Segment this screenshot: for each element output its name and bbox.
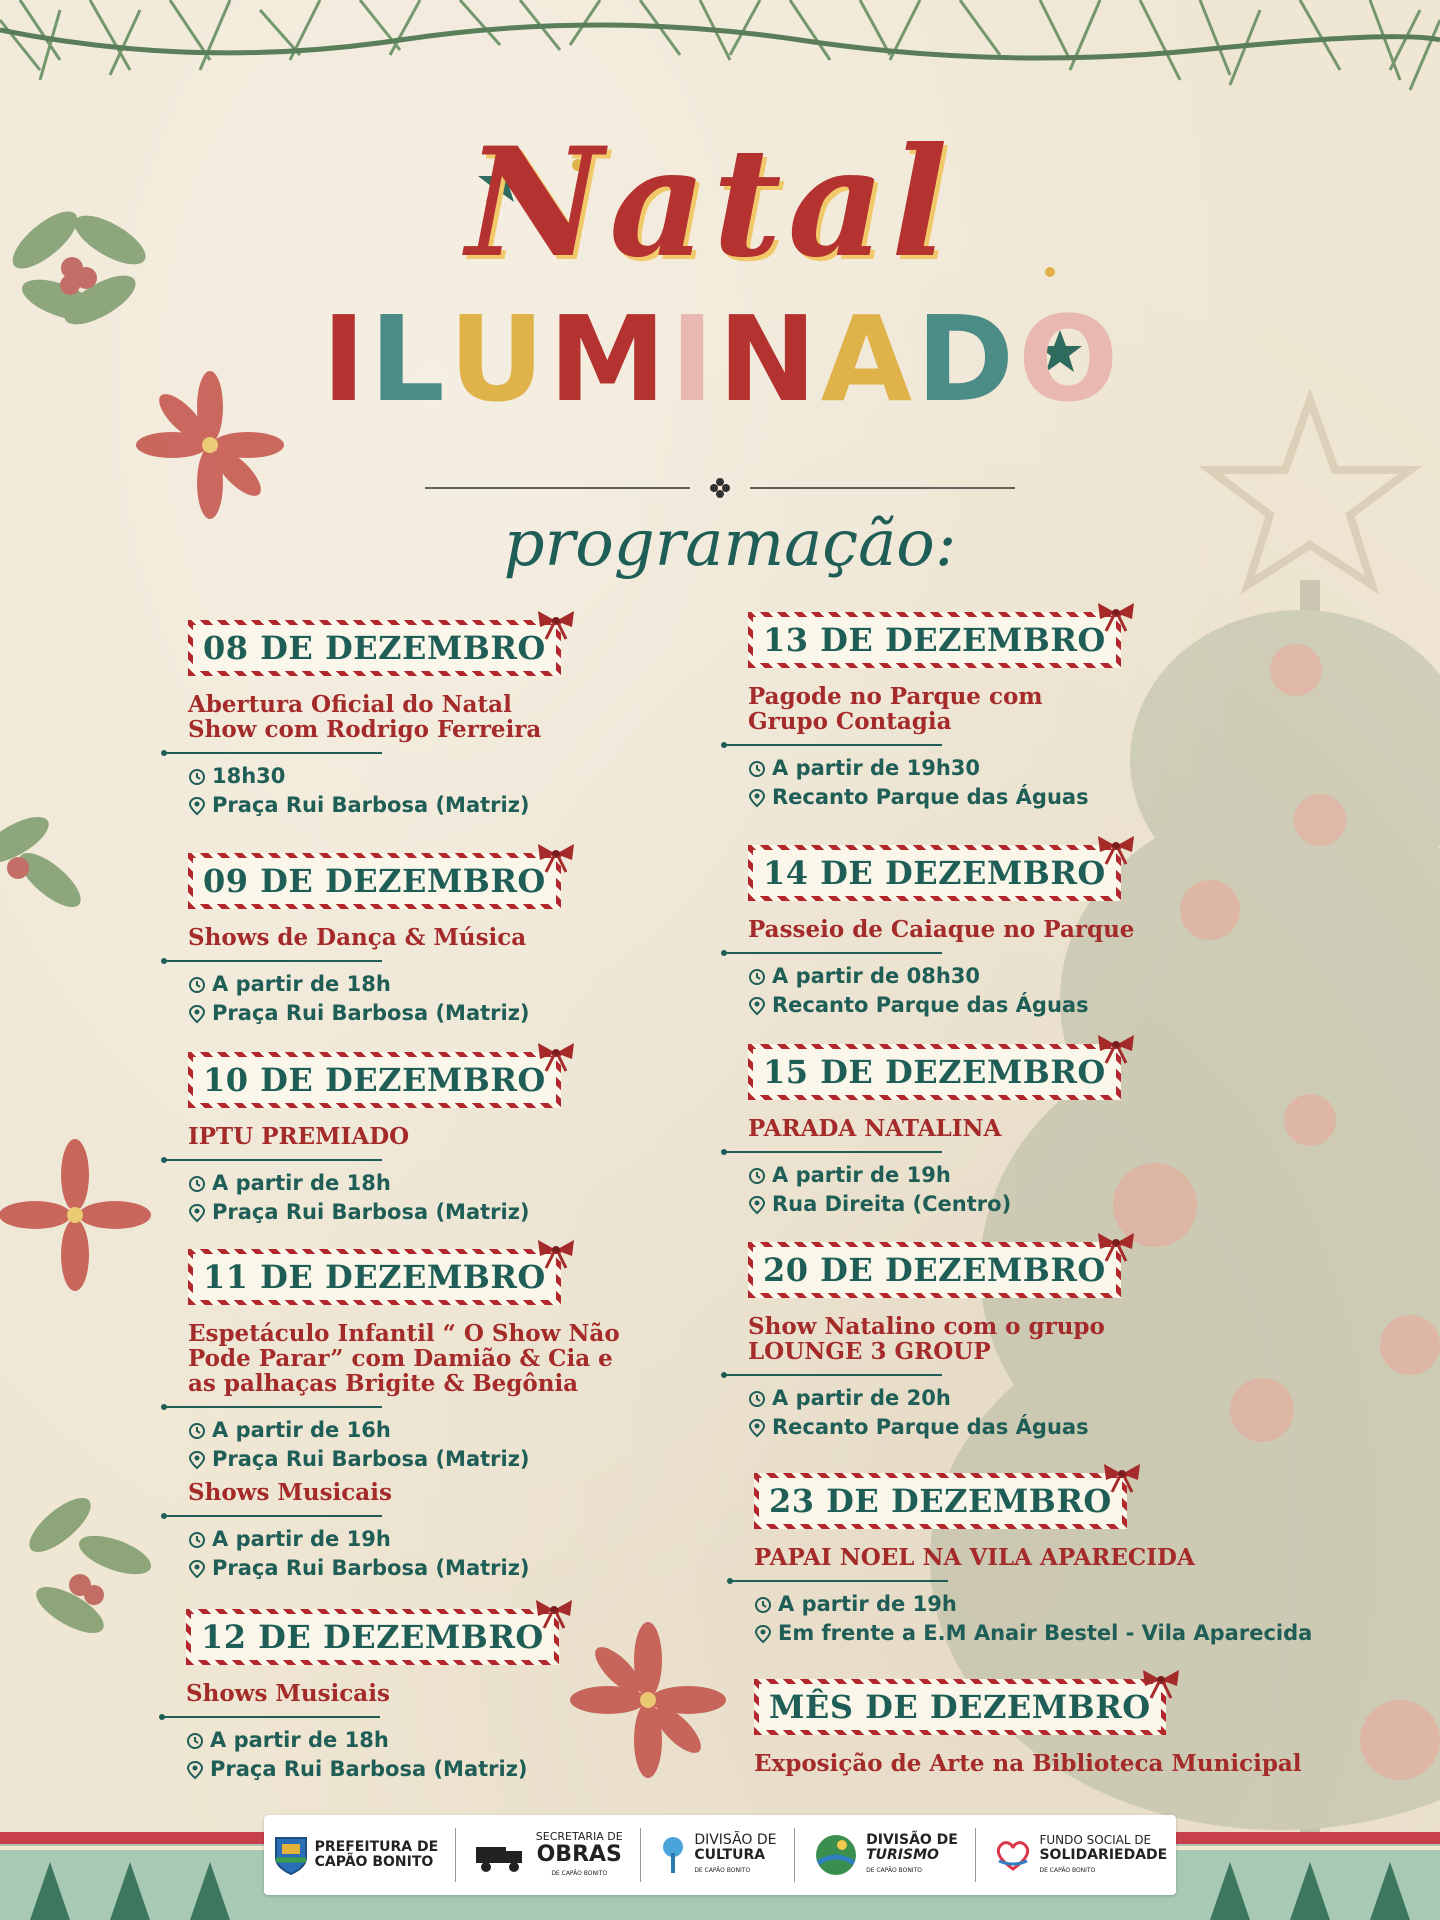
date-label [748,612,1121,668]
ornament-divider [425,478,1015,498]
event-title [186,1681,559,1706]
separator-line [724,1151,942,1153]
logo-separator [455,1828,456,1882]
logo-separator [975,1828,976,1882]
bow-icon [532,1596,576,1630]
location-pin-icon [748,788,766,808]
event-time-text: A partir de 18h [212,972,391,996]
event-place-text: Praça Rui Barbosa (Matriz) [212,1200,530,1224]
event-time-text: A partir de 20h [772,1386,951,1410]
event-time [188,762,561,791]
date-text: 10 DE DEZEMBRO [203,1061,546,1099]
event-title-line: Exposição de Arte na Biblioteca Municipal [754,1750,1302,1777]
heart-hands-icon [993,1837,1033,1873]
event-place [188,999,561,1028]
event-title-line: Show com Rodrigo Ferreira [188,716,542,743]
event-title-line: Show Natalino com o grupo [748,1313,1105,1340]
event-23-dezembro [754,1473,1312,1648]
event-time-text: 18h30 [212,764,286,788]
event-title [748,684,1121,734]
location-pin-icon [188,1004,206,1024]
logo-turismo [812,1833,958,1878]
logo-fundo-social [993,1833,1167,1878]
event-title-line: LOUNGE 3 GROUP [748,1338,991,1365]
clock-icon [186,1732,204,1750]
event-place [748,991,1134,1020]
event-place-text: Recanto Parque das Águas [772,1415,1089,1439]
logo-line: DE CAPÃO BONITO [694,1866,751,1874]
event-title [188,1124,561,1149]
event-20-dezembro [748,1242,1121,1442]
date-text: 11 DE DEZEMBRO [203,1258,546,1296]
location-pin-icon [754,1624,772,1644]
location-pin-icon [188,1203,206,1223]
logo-separator [794,1828,795,1882]
date-label [186,1609,559,1665]
event-time [748,962,1134,991]
title-letter: O [1018,290,1119,428]
event-time-text: A partir de 16h [212,1418,391,1442]
event-time-text: A partir de 19h [772,1163,951,1187]
logo-line: SECRETARIA DE [535,1830,623,1843]
date-text: 09 DE DEZEMBRO [203,862,546,900]
separator-line [724,744,942,746]
event-mes-dezembro [754,1679,1302,1776]
event-place-text: Rua Direita (Centro) [772,1192,1012,1216]
clock-icon [748,760,766,778]
event-time-text: A partir de 08h30 [772,964,981,988]
date-label [754,1679,1166,1735]
clock-icon [188,1531,206,1549]
event-time [188,1169,561,1198]
title-letter: M [548,290,667,428]
event-10-dezembro [188,1052,561,1227]
event-title [748,917,1134,942]
location-pin-icon [748,996,766,1016]
event-title-line: as palhaças Brigite & Begônia [188,1370,579,1397]
city-crest-icon [273,1834,309,1876]
location-pin-icon [186,1760,204,1780]
pine-garland-decoration [0,0,1440,90]
event-title [188,925,561,950]
event-title [748,1314,1121,1364]
logo-prefeitura [273,1834,439,1876]
event-13-dezembro [748,612,1121,812]
logo-line: SOLIDARIEDADE [1039,1846,1168,1863]
date-label [188,1052,561,1108]
logo-line: DE CAPÃO BONITO [551,1870,608,1877]
event-place-text: Praça Rui Barbosa (Matriz) [212,1447,530,1471]
separator-line [164,1515,382,1517]
event-place-text: Praça Rui Barbosa (Matriz) [212,1556,530,1580]
separator-line [724,1374,942,1376]
date-label [754,1473,1127,1529]
date-label [188,853,561,909]
location-pin-icon [188,1559,206,1579]
location-pin-icon [188,796,206,816]
event-15-dezembro [748,1044,1121,1219]
date-text: 23 DE DEZEMBRO [769,1482,1112,1520]
clock-icon [748,1167,766,1185]
bow-icon [534,1039,578,1073]
event-place [748,1190,1121,1219]
separator-line [164,752,382,754]
date-label [748,845,1121,901]
date-text: 12 DE DEZEMBRO [201,1618,544,1656]
logo-obras [474,1829,623,1881]
event-time-text: A partir de 18h [212,1171,391,1195]
event-title-line: IPTU PREMIADO [188,1123,410,1150]
event-14-dezembro [748,845,1134,1020]
location-pin-icon [748,1418,766,1438]
separator-line [730,1580,948,1582]
event-11-dezembro [188,1249,620,1583]
title-letter: A [820,290,913,428]
bow-icon [1094,1229,1138,1263]
event-place-text: Praça Rui Barbosa (Matriz) [212,793,530,817]
event-extra-time [188,1525,620,1554]
event-place [754,1619,1312,1648]
event-title [754,1751,1302,1776]
bow-icon [1094,1031,1138,1065]
separator-line [724,952,942,954]
clock-icon [188,768,206,786]
event-time-text: A partir de 18h [210,1728,389,1752]
date-label [188,620,561,676]
event-time-text: A partir de 19h30 [772,756,981,780]
separator-line [162,1716,380,1718]
clock-icon [748,1390,766,1408]
event-title [188,1321,620,1396]
event-place [188,1445,620,1474]
event-time [188,970,561,999]
event-place [188,1198,561,1227]
event-place [188,791,561,820]
title-letter: U [448,290,545,428]
landscape-icon [812,1833,860,1877]
title-letter: L [369,290,445,428]
event-title-line: Shows de Dança & Música [188,924,527,951]
logo-line: DE CAPÃO BONITO [1039,1866,1096,1874]
event-title [748,1116,1121,1141]
separator-line [164,1159,382,1161]
sponsor-logo-bar [264,1815,1176,1895]
event-time [186,1726,559,1755]
clock-icon [188,976,206,994]
logo-line: DIVISÃO DE [694,1831,777,1848]
event-time [188,1416,620,1445]
event-08-dezembro [188,620,561,820]
event-time-text: A partir de 19h [778,1592,957,1616]
event-title-line: Pode Parar” com Damião & Cia e [188,1345,613,1372]
event-title-line: Abertura Oficial do Natal [188,691,512,718]
programacao-heading: programação: [503,507,957,581]
event-time [748,1384,1121,1413]
date-text: MÊS DE DEZEMBRO [769,1688,1151,1726]
date-label [748,1044,1121,1100]
date-text: 15 DE DEZEMBRO [763,1053,1106,1091]
event-title-line: Espetáculo Infantil “ O Show Não [188,1320,620,1347]
event-place [748,1413,1121,1442]
clock-icon [188,1175,206,1193]
bow-icon [534,1236,578,1270]
logo-line: CULTURA [694,1846,766,1863]
event-extra-title: Shows Musicais [188,1479,392,1506]
date-text: 20 DE DEZEMBRO [763,1251,1106,1289]
separator-line [164,960,382,962]
logo-line: CAPÃO BONITO [314,1854,434,1870]
event-title [188,692,561,742]
bow-icon [1094,832,1138,866]
bow-icon [1100,1460,1144,1494]
bow-icon [1094,599,1138,633]
bow-icon [534,840,578,874]
title-letter: I [670,290,714,428]
event-title-line: Passeio de Caiaque no Parque [748,916,1135,943]
logo-separator [640,1828,641,1882]
event-09-dezembro [188,853,561,1028]
logo-line: DE CAPÃO BONITO [866,1866,922,1874]
tree-person-icon [658,1835,688,1875]
event-place-text: Praça Rui Barbosa (Matriz) [212,1001,530,1025]
event-place-text: Recanto Parque das Águas [772,993,1089,1017]
date-text: 08 DE DEZEMBRO [203,629,546,667]
location-pin-icon [188,1450,206,1470]
date-text: 14 DE DEZEMBRO [763,854,1106,892]
date-text: 13 DE DEZEMBRO [763,621,1106,659]
event-12-dezembro [186,1609,559,1784]
event-title-line: Pagode no Parque com [748,683,1043,710]
title-letter: I [321,290,366,428]
event-title-line: Shows Musicais [186,1680,390,1707]
clock-icon [748,968,766,986]
clock-icon [754,1596,772,1614]
event-time [748,754,1121,783]
event-time-text: A partir de 19h [212,1527,391,1551]
title-letter: D [916,290,1015,428]
event-title [754,1545,1312,1570]
event-time [748,1161,1121,1190]
event-place-text: Recanto Parque das Águas [772,785,1089,809]
date-label [748,1242,1121,1298]
holly-decoration [0,202,156,1642]
logo-line: TURISMO [866,1846,939,1863]
title-letter: N [717,290,817,428]
title-natal: Natal [466,115,954,291]
event-time [754,1590,1312,1619]
truck-icon [474,1837,530,1873]
logo-line: FUNDO SOCIAL DE [1039,1832,1152,1847]
separator-line [164,1406,382,1408]
event-extra-place [188,1554,620,1583]
date-label [188,1249,561,1305]
clock-icon [188,1422,206,1440]
event-place-text: Em frente a E.M Anair Bestel - Vila Aparecida [778,1621,1313,1645]
event-place [186,1755,559,1784]
bow-icon [534,607,578,641]
event-title-line: PAPAI NOEL NA VILA APARECIDA [754,1544,1195,1571]
location-pin-icon [748,1195,766,1215]
event-title-line: PARADA NATALINA [748,1115,1002,1142]
logo-line: DIVISÃO DE [866,1831,958,1848]
event-title-line: Grupo Contagia [748,708,952,735]
event-place-text: Praça Rui Barbosa (Matriz) [210,1757,528,1781]
logo-line: OBRAS [536,1842,622,1867]
logo-line: PREFEITURA DE [314,1839,439,1855]
logo-cultura [658,1833,776,1878]
title-iluminado [321,290,1119,428]
event-place [748,783,1121,812]
bow-icon [1139,1666,1183,1700]
